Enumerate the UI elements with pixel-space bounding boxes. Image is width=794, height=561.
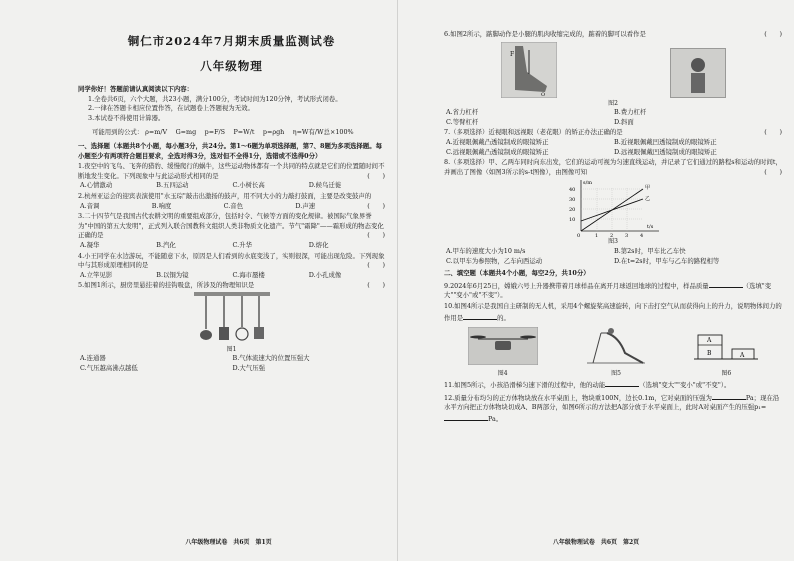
figure-5 (585, 325, 647, 378)
question-6 (444, 30, 782, 127)
option-b: B.气体流速大的位置压强大 (232, 354, 310, 363)
turner-icon (254, 296, 264, 339)
question-1 (78, 162, 385, 191)
y-axis-label: s/m (583, 180, 592, 187)
question-4 (78, 252, 385, 281)
point-f-label: F (509, 50, 514, 58)
page-footer-left: 八年级物理试卷 共6页 第1页 (185, 539, 272, 547)
question-12-end: Pa。 (488, 415, 503, 424)
y-tick: 40 (569, 187, 576, 194)
option-b: B.近视眼佩戴凹透镜制成的眼镜矫正 (614, 137, 717, 146)
section-2-heading: 二、填空题（本题共4个小题，每空2分，共10分） (444, 269, 590, 278)
question-9 (444, 280, 782, 301)
question-5 (78, 281, 385, 373)
option-c: C.升华 (232, 240, 252, 249)
option-a: A.立竿见影 (80, 270, 113, 279)
option-a: A.连通器 (80, 354, 106, 363)
question-1-stem: 1.夜空中的飞鸟、飞奔的猎豹、缓慢爬行的蜗牛，这些运动物体都有一个共同的特点就是它们的位置随时间不断地发生变化。下列现象中与此运动形式相同的是 (78, 162, 385, 180)
figure-6-caption: 图6 (721, 369, 732, 377)
part-a-label-placed: A (740, 352, 745, 360)
skimmer-icon (236, 296, 248, 340)
y-tick: 10 (569, 217, 576, 224)
formula-density: ρ=m/V (145, 128, 168, 137)
notice-heading: 同学你好！答题前请认真阅读以下内容： (78, 85, 194, 93)
figure-3-caption: 图3 (608, 238, 618, 246)
answer-blank[interactable] (444, 413, 488, 421)
question-11 (444, 379, 782, 391)
option-d: D.在t=2s时，甲车与乙车的路程相等 (614, 256, 720, 265)
answer-paren: ( ) (367, 171, 385, 180)
notice-3: 3.本试卷不得使用计算器。 (88, 113, 165, 122)
option-b: B.汽化 (156, 240, 176, 249)
option-c: C.音色 (223, 201, 244, 210)
option-a: A.音调 (80, 201, 100, 210)
cube-diagram (694, 329, 758, 365)
x-tick: 2 (610, 233, 614, 238)
option-d: D.声速 (295, 201, 316, 210)
option-a: A.凝华 (80, 240, 100, 249)
hook-rail (194, 292, 270, 296)
figure-6 (694, 329, 758, 378)
question-10 (444, 302, 782, 378)
question-3 (78, 212, 385, 250)
answer-paren: ( ) (367, 281, 385, 290)
figure-3-st-graph (563, 177, 663, 237)
option-b: B.五四运动 (156, 181, 189, 190)
x-tick: 0 (577, 233, 581, 238)
option-d: D.大气压强 (232, 364, 265, 373)
answer-paren: ( ) (764, 128, 782, 137)
notice-1: 1.全卷共6页，六个大题，共23小题，满分100分，考试时间为120分钟，考试形式闭卷。 (88, 94, 342, 103)
question-8-stem: 8.（多项选择）甲、乙两车同时向东出发，它们的运动可视为匀速直线运动，并记录了它们通过的路程s和运动的时间t，并画出了图像（如图3所示的s-t图像），由图像可知 (444, 158, 782, 176)
x-tick: 4 (640, 233, 644, 238)
question-9-post: （选填"变大""变小"或"不变"）。 (444, 281, 772, 300)
question-10-post: 的。 (497, 313, 510, 322)
option-c: C.海市蜃楼 (232, 270, 265, 279)
spatula-icon (219, 296, 229, 340)
answer-blank[interactable] (709, 280, 743, 288)
question-8 (444, 158, 782, 266)
answer-paren: ( ) (367, 201, 385, 210)
question-3-stem: 3.二十四节气是我国古代农耕文明的重要组成部分，包括时令、气候等方面的变化规律。被国际气象界誉为"中国的第五大发明"，正式列入联合国教科文组织人类非物质文化遗产。节气"霜降"——霜形成的物态变化正确的是 (78, 212, 384, 240)
question-4-stem: 4.小王同学在水边游玩，不能随意下水，原因是人们看到的水底变浅了，实则很深，可能出现危险。下列现象中与其形成原理相同的是 (78, 251, 385, 270)
answer-blank[interactable] (605, 379, 639, 387)
option-a: A.省力杠杆 (446, 108, 479, 117)
option-c: C.等臂杠杆 (446, 117, 479, 126)
exam-title: 铜仁市2024年7月期末质量监测试卷 (127, 34, 336, 48)
question-9-pre: 9.2024年6月25日，嫦娥六号上升器携带着月球样品在离开月球返回地球的过程中，样品质量 (444, 281, 709, 290)
answer-paren: ( ) (764, 30, 782, 38)
x-tick: 3 (625, 233, 629, 238)
option-d: D.候鸟迁徙 (308, 181, 342, 190)
answer-paren: ( ) (367, 231, 385, 240)
notice-2: 2.一律在答题卡相应位置作答，在试题卷上答题视为无效。 (88, 104, 254, 113)
question-10-pre: 10.如图4所示是我国自主研制的无人机，采用4个螺旋桨高速旋转，向下击打空气从而获得向上的升力，说明物体间力的作用是 (444, 301, 782, 322)
option-b: B.第2s时，甲车比乙车快 (614, 246, 686, 255)
page-right (397, 0, 794, 561)
option-b: B.费力杠杆 (614, 108, 647, 117)
formula-power: P=W/t (233, 128, 255, 137)
figure-4-caption: 图4 (497, 369, 508, 377)
question-12-text: 12.质量分布均匀的正方体物块放在水平桌面上，物块重100N，边长0.1m，它对桌面的压强为 (444, 393, 712, 402)
point-o-label: O (540, 91, 545, 98)
figure-4 (468, 327, 538, 378)
page-footer-right: 八年级物理试卷 共6页 第2页 (552, 539, 640, 547)
option-c: C.远视眼佩戴凸透镜制成的眼镜矫正 (446, 147, 549, 156)
option-b: B.以铜为镜 (156, 270, 189, 279)
option-d: D.远视眼佩戴凹透镜制成的眼镜矫正 (614, 147, 717, 156)
formula-gravity: G=mg (175, 128, 197, 137)
formula-liquid-pressure: p=ρgh (262, 128, 285, 137)
x-axis-label: t/s (647, 224, 654, 231)
exam-subtitle: 八年级物理 (200, 59, 263, 73)
formula-efficiency: η=W有/W总×100% (292, 128, 354, 137)
figure-5-caption: 图5 (611, 369, 621, 377)
option-c: C.以甲车为参照物，乙车向西运动 (446, 256, 543, 265)
part-b-label: B (707, 350, 712, 358)
question-11-pre: 11.如图5所示，小孩沿滑梯匀速下滑的过程中，他的动能 (444, 381, 606, 390)
formula-label: 可能用到的公式： (92, 128, 144, 137)
option-c: C.小树长高 (232, 181, 265, 190)
formula-line (92, 128, 385, 138)
question-2 (78, 192, 385, 211)
option-d: D.小孔成像 (308, 270, 342, 279)
series-jia-label: 甲 (645, 185, 651, 192)
x-tick: 1 (595, 233, 599, 238)
figure-1-caption: 图1 (226, 345, 237, 353)
question-7-stem: 7.（多项选择）近视眼和远视眼（老花眼）的矫正办法正确的是 (444, 128, 623, 137)
figure-2-foot-lever (501, 42, 557, 98)
figure-2-photo (670, 48, 726, 98)
question-6-stem: 6.如图2所示，踮脚动作是小腿的肌肉收缩完成的，踮着的脚可以看作是 (444, 30, 646, 38)
option-c: C.气压越高沸点越低 (80, 364, 138, 373)
answer-paren: ( ) (764, 167, 782, 176)
option-a: A.近视眼佩戴凸透镜制成的眼镜矫正 (446, 137, 549, 146)
question-12 (444, 392, 782, 425)
answer-paren: ( ) (367, 261, 385, 270)
part-a-label: A (707, 337, 712, 345)
formula-pressure: p=F/S (204, 128, 226, 137)
series-yi-label: 乙 (645, 196, 651, 203)
slide-icon (585, 325, 647, 365)
question-2-stem: 2.杭州亚运会的迎宾表演使用"水玉琮"敲击出激扬的鼓声，用不同大小的力敲打鼓面，主要是改变鼓声的 (78, 191, 372, 200)
option-d: D.熔化 (308, 240, 329, 249)
question-7 (444, 128, 782, 157)
drone-icon (468, 327, 538, 365)
answer-blank[interactable] (463, 312, 497, 320)
child-icon (608, 328, 614, 334)
option-b: B.响度 (151, 201, 172, 210)
person-icon (671, 49, 725, 97)
question-12-mid: Pa；现在沿水平方向把正方体物块切成A、B两部分，如图6所示的方法把A部分放于水平桌面上，此时A对桌面产生的压强p₁= (444, 393, 780, 412)
question-11-post: （选填"变大""变小"或"不变"）。 (639, 381, 731, 390)
option-d: D.斜面 (614, 117, 634, 126)
figure-1-suction-hooks (192, 291, 272, 345)
answer-blank[interactable] (712, 392, 746, 400)
section-1-heading: 一、选择题（本题共8个小题，每小题3分，共24分。第1～6题为单项选择题，第7、8题为多项选择题。每小题至少有两项符合题目要求，全选对得3分，选对但不全得1分，选错或不选得0分） (78, 141, 382, 160)
option-a: A.甲车的速度大小为10 m/s (446, 246, 526, 255)
option-a: A.心情激动 (80, 181, 113, 190)
y-tick: 30 (569, 197, 576, 204)
y-tick: 20 (569, 207, 576, 214)
figure-2-caption: 图2 (608, 99, 618, 107)
ladle-icon (200, 296, 212, 340)
question-5-stem: 5.如图1所示，厨房里悬挂着的挂钩吸盘，所涉及的物理知识是 (78, 281, 255, 290)
